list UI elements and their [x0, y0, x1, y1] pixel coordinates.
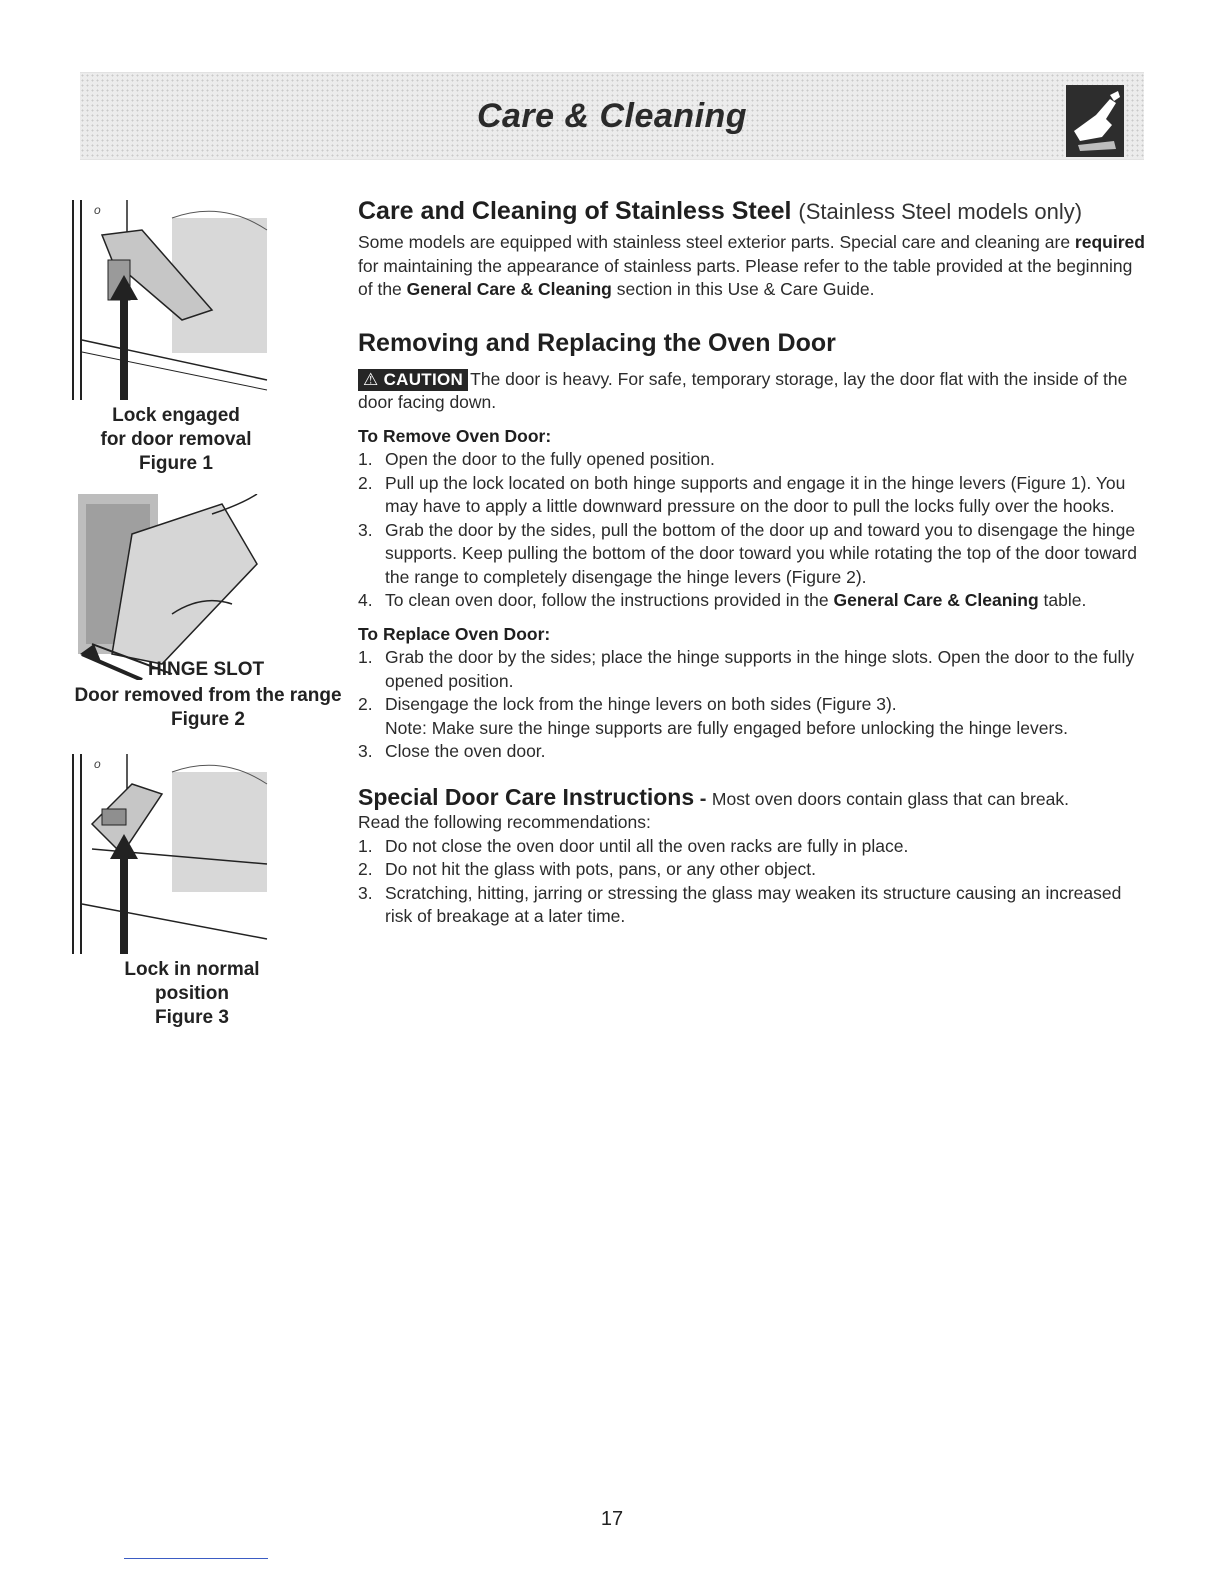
- list-item-text: Do not hit the glass with pots, pans, or any other object.: [385, 859, 816, 879]
- list-item: 3. Grab the door by the sides, pull the bottom of the door up and toward you to disengage the hinge supports. Keep pulling the bottom of the door toward you while rotating the top of the door toward the range to completely disengage the hinge levers (Figure 2).: [358, 519, 1137, 587]
- list-item: 1. Do not close the oven door until all the oven racks are fully in place.: [358, 835, 909, 856]
- list-item-bold: General Care & Cleaning: [833, 590, 1039, 610]
- stainless-heading-sub: (Stainless Steel models only): [798, 199, 1083, 224]
- caution-text: The door is heavy. For safe, temporary storage, lay the door flat with the inside of the door facing down.: [358, 368, 1128, 412]
- caution-paragraph: [358, 368, 1148, 415]
- section-title: Care & Cleaning: [476, 97, 748, 135]
- caution-label: CAUTION: [383, 369, 464, 389]
- stainless-text: for maintaining the appearance of stainless parts. Please refer to the table provided at the beginning of the: [358, 255, 1133, 299]
- stainless-paragraph: [358, 231, 1148, 302]
- stainless-text: section in this Use & Care Guide.: [611, 279, 875, 299]
- stainless-bold: General Care & Cleaning: [406, 279, 612, 299]
- remove-door-heading: To Remove Oven Door:: [358, 425, 552, 446]
- list-item: 1. Grab the door by the sides; place the hinge supports in the hinge slots. Open the door to the fully opened position.: [358, 647, 1135, 691]
- footer-rule: [124, 1558, 268, 1559]
- list-item: 1. Open the door to the fully opened position.: [358, 449, 715, 469]
- figure-1-caption-line: for door removal: [100, 429, 252, 450]
- special-care-intro-rest: Read the following recommendations:: [358, 812, 651, 832]
- caution-badge: ⚠ CAUTION: [358, 369, 468, 391]
- figure-1-illustration: [72, 200, 282, 400]
- list-item-text: To clean oven door, follow the instructions provided in the: [385, 590, 834, 610]
- figure-3-illustration: [72, 754, 282, 954]
- section-banner: [80, 72, 1144, 160]
- list-item-text: Close the oven door.: [385, 741, 546, 761]
- list-item: 2. Pull up the lock located on both hinge supports and engage it in the hinge levers (Figure 1). You may have to apply a little downward pressure on the door to pull the locks fully over the hooks.: [358, 472, 1126, 516]
- list-item: 2. Do not hit the glass with pots, pans, or any other object.: [358, 859, 816, 879]
- list-item-text: Open the door to the fully opened position.: [385, 449, 715, 469]
- list-item: 3. Scratching, hitting, jarring or stressing the glass may weaken its structure causing an increased risk of breakage at a later time.: [358, 882, 1122, 926]
- figure-2-caption: [68, 684, 348, 732]
- list-item: 4. To clean oven door, follow the instructions provided in the General Care & Cleaning table.: [358, 590, 1087, 610]
- list-item-text: table.: [1038, 590, 1087, 610]
- special-care-steps: [358, 835, 1148, 929]
- special-care-paragraph: Special Door Care Instructions - Most oven doors contain glass that can break.: [358, 783, 1069, 810]
- stainless-heading: [358, 194, 1148, 229]
- list-item-text: Scratching, hitting, jarring or stressing the glass may weaken its structure causing an increased risk of breakage at a later time.: [385, 882, 1122, 926]
- svg-text:o: o: [94, 203, 101, 217]
- list-item-text: Do not close the oven door until all the oven racks are fully in place.: [385, 835, 909, 856]
- stainless-text: Some models are equipped with stainless steel exterior parts. Special care and cleaning are: [358, 232, 1075, 252]
- figure-2-caption-line: Door removed from the range: [74, 685, 342, 706]
- replace-door-heading: To Replace Oven Door:: [358, 623, 551, 644]
- list-item-text: Grab the door by the sides; place the hinge supports in the hinge slots. Open the door to the fully opened position.: [385, 647, 1135, 691]
- figure-3-caption: [102, 958, 282, 1030]
- remove-door-steps: [358, 448, 1148, 613]
- hinge-slot-label: HINGE SLOT: [148, 659, 265, 680]
- replace-door-steps: [358, 646, 1148, 764]
- figure-3-caption-line: Figure 3: [155, 1007, 229, 1028]
- figure-1-caption-line: Figure 1: [139, 453, 213, 474]
- list-item-text: Pull up the lock located on both hinge supports and engage it in the hinge levers (Figure 1). You may have to apply a little downward pressure on the door to pull the locks fully over the hooks.: [385, 472, 1126, 516]
- figure-3-caption-line: position: [155, 983, 229, 1004]
- page-number: 17: [600, 1508, 624, 1530]
- figure-2-caption-line: Figure 2: [171, 709, 245, 730]
- figure-1-caption-line: Lock engaged: [112, 405, 240, 426]
- list-item: 3. Close the oven door.: [358, 741, 546, 761]
- list-item-text: Disengage the lock from the hinge levers on both sides (Figure 3).: [385, 694, 897, 714]
- stainless-bold: required: [1074, 232, 1145, 252]
- svg-text:o: o: [94, 757, 101, 771]
- replace-note: Note: Make sure the hinge supports are fully engaged before unlocking the hinge levers.: [385, 717, 1068, 738]
- list-item-text: Grab the door by the sides, pull the bottom of the door up and toward you to disengage the hinge supports. Keep pulling the bottom of the door toward you while rotating the top of the door toward the range to completely disengage the hinge levers (Figure 2).: [385, 519, 1137, 587]
- main-content: [358, 194, 1148, 929]
- list-item: 2. Disengage the lock from the hinge levers on both sides (Figure 3). Note: Make sure the hinge supports are fully engaged before unlocking the hinge levers.: [358, 694, 1068, 738]
- special-care-intro: Most oven doors contain glass that can break.: [711, 788, 1069, 809]
- special-care-heading: Special Door Care Instructions: [358, 783, 695, 810]
- door-heading: Removing and Replacing the Oven Door: [358, 328, 836, 357]
- figure-1-caption: [86, 404, 266, 476]
- stainless-heading-text: Care and Cleaning of Stainless Steel: [358, 197, 792, 225]
- cleaning-hand-icon: [1066, 85, 1124, 157]
- figure-3-caption-line: Lock in normal: [124, 959, 260, 980]
- figure-2-illustration: [72, 494, 282, 680]
